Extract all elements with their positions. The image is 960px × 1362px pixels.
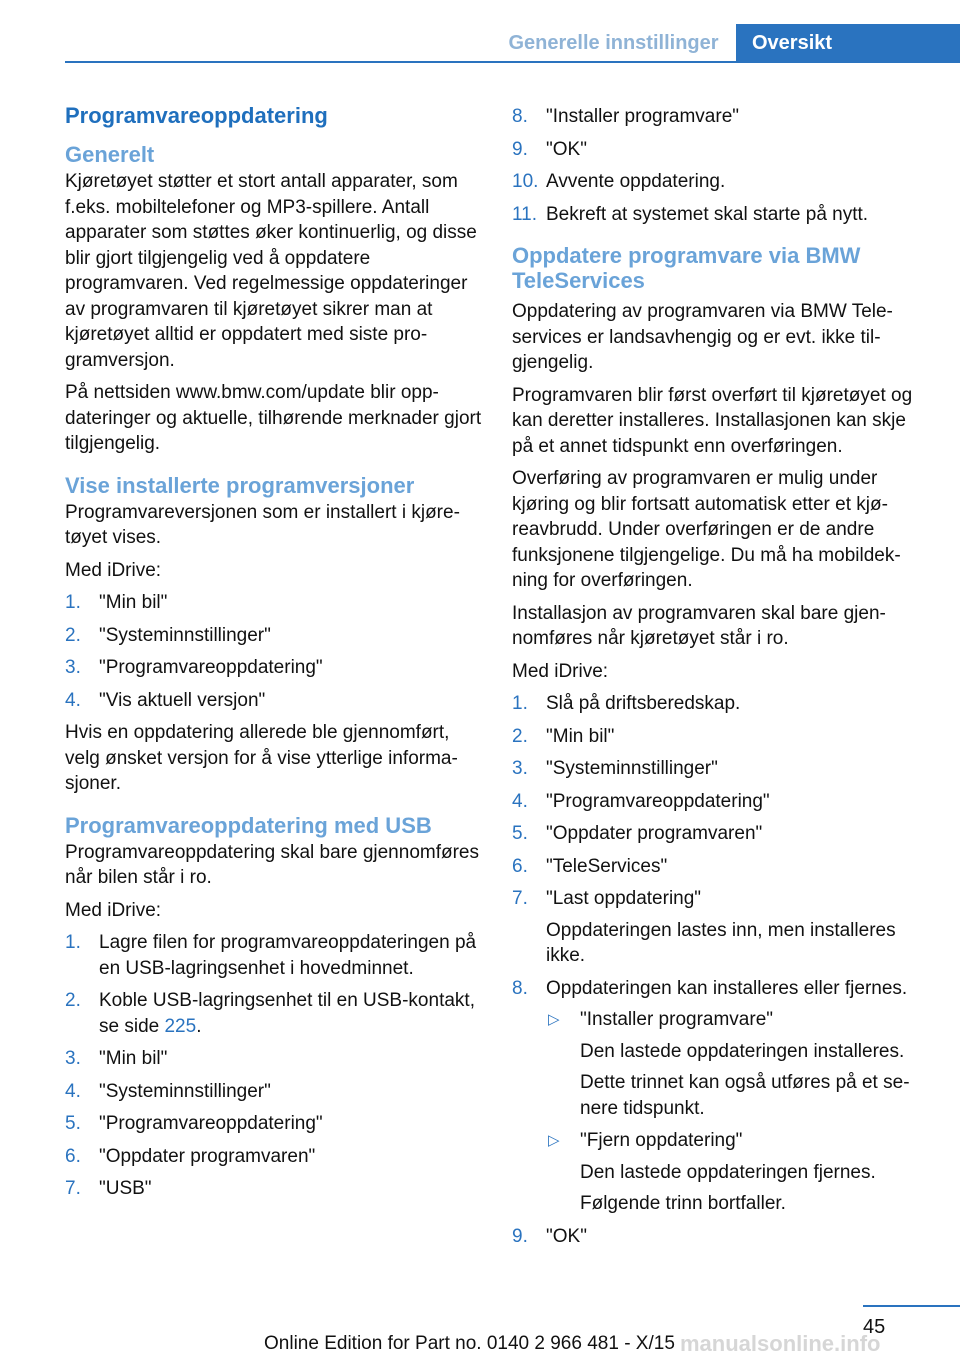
paragraph: Med iDrive: [65, 559, 162, 581]
right-column [512, 100, 930, 1256]
list-item: 8. Oppdateringen kan installeres eller fjernes. ▷ "Installer programvare" Den lastede oppdateringen installeres. Dette trinnet kan også utføres på et senere tidspunkt. ▷ "Fjern oppdatering" Den lastede oppdateringen fjernes. Følgende trinn bortfaller. [512, 976, 930, 1217]
footer-rule [863, 1305, 960, 1307]
page-title: Programvareoppdatering [65, 103, 328, 128]
paragraph: Hvis en oppdatering allerede ble gjennomført, velg ønsket versjon for å vise ytterlige informasjoner. [65, 722, 458, 794]
page-header [0, 0, 960, 62]
list-item: 9. "OK" [512, 138, 587, 160]
triangle-bullet-icon: ▷ [548, 1132, 560, 1149]
section-usb [65, 813, 485, 1202]
list-item: 1. Slå på driftsberedskap. [512, 693, 741, 714]
sub-list-item: ▷ "Fjern oppdatering" Den lastede oppdateringen fjernes. Følgende trinn bortfaller. [548, 1130, 876, 1214]
list-item: 6. "Oppdater programvaren" [65, 1145, 316, 1167]
list-item: 9. "OK" [512, 1225, 587, 1247]
list-item: 7. "Last oppdatering" Oppdateringen lastes inn, men installeres ikke. [512, 886, 930, 969]
list-item: 2. "Systeminnstillinger" [65, 624, 271, 646]
list-item: 3. "Min bil" [65, 1048, 168, 1069]
header-rule [65, 61, 960, 63]
list-item: 4. "Programvareoppdatering" [512, 790, 770, 812]
triangle-bullet-icon: ▷ [548, 1011, 560, 1028]
page-link[interactable]: 225 [164, 1015, 197, 1037]
paragraph: Oppdatering av programvaren via BMW Teleservices er landsavhengig og er evt. ikke tilgjengelig. [512, 301, 893, 373]
page-number: 45 [863, 1316, 886, 1338]
watermark: manualsonline.info [680, 1331, 881, 1356]
list-item: 2. "Min bil" [512, 725, 615, 747]
paragraph: Med iDrive: [512, 660, 609, 682]
paragraph: Programvareoppdatering skal bare gjennomføres når bilen står i ro. [65, 841, 479, 888]
steps-list [512, 104, 930, 227]
list-item: 5. "Oppdater programvaren" [512, 823, 763, 844]
heading-vise: Vise installerte programversjoner [65, 472, 415, 498]
list-item: 3. "Systeminnstillinger" [512, 758, 718, 779]
list-item: 3. "Programvareoppdatering" [65, 657, 323, 678]
list-item: 5. "Programvareoppdatering" [65, 1113, 323, 1134]
paragraph: Med iDrive: [65, 899, 162, 921]
paragraph: Overføring av programvaren er mulig under kjøring og blir fortsatt automatisk etter et kjøreavbrudd. Under overføringen er de andre funksjonene tilgjengelige. Du må ha mobildekning for overføringen. [512, 468, 901, 591]
list-item: 4. "Vis aktuell versjon" [65, 689, 266, 711]
list-item: 11. Bekreft at systemet skal starte på nytt. [512, 203, 869, 225]
header-tab: Oversikt [736, 24, 960, 62]
section-generelt [65, 142, 485, 457]
list-item: 1. "Min bil" [65, 592, 168, 613]
section-vise [65, 473, 485, 797]
steps-list [65, 590, 485, 713]
paragraph: Installasjon av programvaren skal bare gjennomføres når kjøretøyet står i ro. [512, 602, 886, 649]
step-note: Oppdateringen lastes inn, men installeres ikke. [546, 919, 896, 966]
list-item: 4. "Systeminnstillinger" [65, 1080, 271, 1102]
heading-usb: Programvareoppdatering med USB [65, 812, 432, 838]
heading-teleservices: Oppdatere programvare via BMW TeleServices [512, 243, 861, 293]
paragraph: Programvareversjonen som er installert i kjøretøyet vises. [65, 501, 460, 548]
left-column [65, 100, 485, 1209]
sub-list-item: ▷ "Installer programvare" Den lastede oppdateringen installeres. Dette trinnet kan også utføres på et senere tidspunkt. [548, 1009, 910, 1119]
paragraph: På nettsiden www.bmw.com/update blir oppdateringer og aktuelle, tilhørende merknader gjort tilgjengelig. [65, 382, 482, 454]
list-item: 7. "USB" [65, 1178, 152, 1199]
paragraph: Kjøretøyet støtter et stort antall apparater, som f.eks. mobiltelefoner og MP3-spillere. Antall apparater som støttes øker kontinuerlig, og disse blir gjort tilgjengelig ved å oppdatere programvaren. Ved regelmessige oppdateringer av programvaren til kjøretøyet sikrer man at kjøretøyet alltid er oppdatert med siste programversjon. [65, 171, 477, 371]
header-section-title: Generelle innstillinger [508, 32, 719, 54]
list-item: 2. Koble USB-lagringsenhet til en USB-kontakt, se side 225. [65, 990, 475, 1037]
sub-options-list [546, 1007, 930, 1217]
footer-edition-text: Online Edition for Part no. 0140 2 966 481 - X/15 [264, 1333, 675, 1354]
heading-generelt: Generelt [65, 142, 155, 167]
list-item: 1. Lagre filen for programvareoppdateringen på en USB-lagringsenhet i hovedminnet. [65, 932, 477, 979]
paragraph: Programvaren blir først overført til kjøretøyet og kan deretter installeres. Installasjonen kan skje på et annet tidspunkt enn overføringen. [512, 384, 913, 457]
list-item: 8. "Installer programvare" [512, 106, 740, 127]
steps-list [512, 691, 930, 1249]
steps-list [65, 930, 485, 1202]
section-teleservices [512, 243, 930, 1249]
list-item: 6. "TeleServices" [512, 855, 668, 877]
list-item: 10. Avvente oppdatering. [512, 171, 726, 192]
